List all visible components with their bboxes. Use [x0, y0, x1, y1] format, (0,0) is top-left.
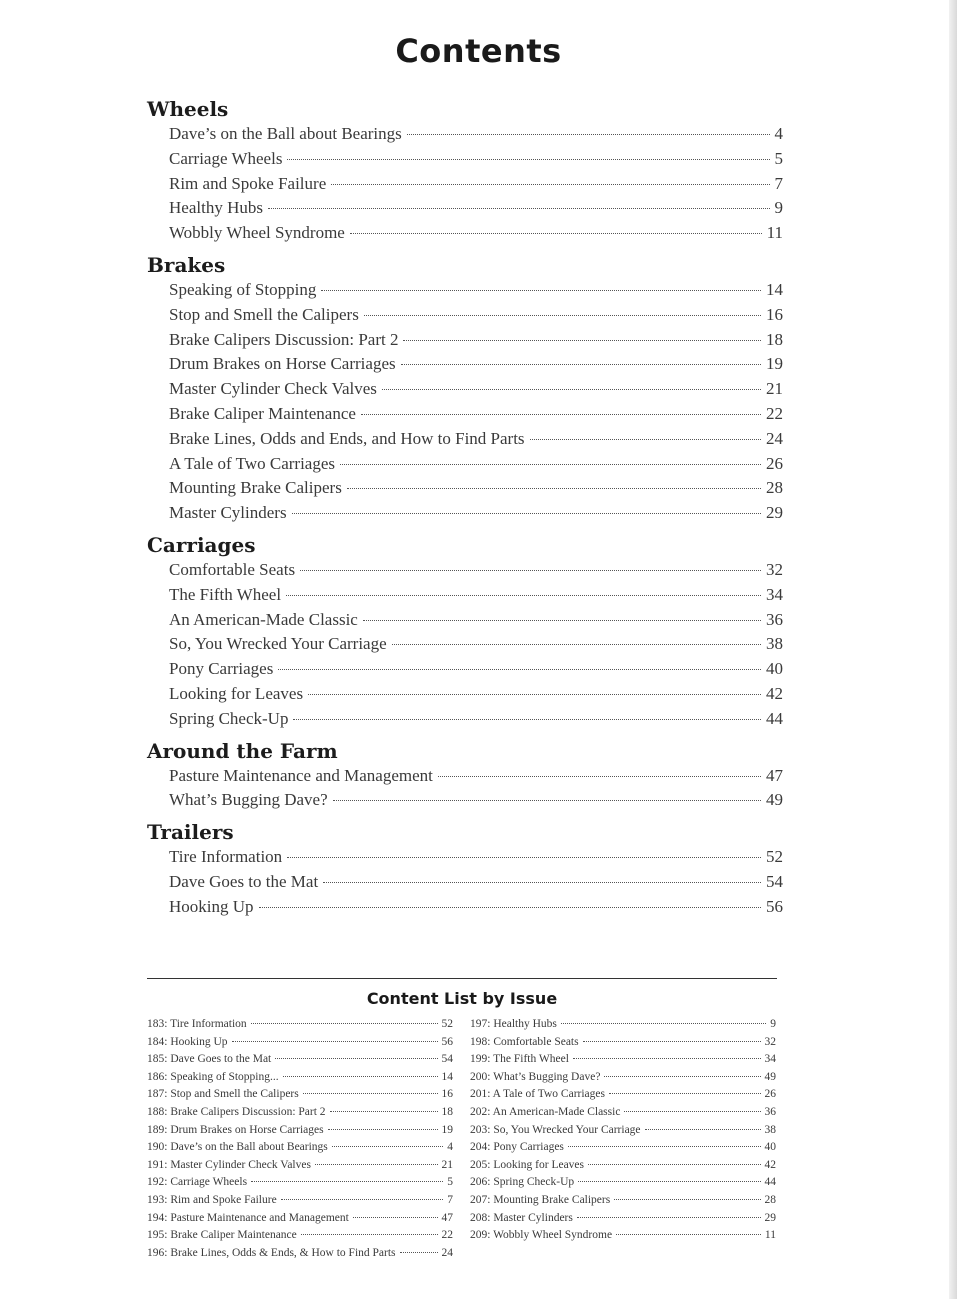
toc-entry-page: 21 — [766, 379, 783, 399]
dot-leader — [568, 1146, 761, 1147]
issue-entry-label: 197: Healthy Hubs — [470, 1018, 557, 1030]
dot-leader — [645, 1129, 761, 1130]
issue-entry[interactable] — [147, 1124, 453, 1142]
dot-leader — [361, 414, 761, 415]
dot-leader — [400, 1252, 438, 1253]
issue-entry[interactable] — [470, 1176, 776, 1194]
dot-leader — [286, 595, 761, 596]
issue-entry-page: 54 — [441, 1053, 453, 1066]
issue-entry[interactable] — [147, 1229, 453, 1247]
dot-leader — [350, 233, 762, 234]
toc-entry-title: Looking for Leaves — [169, 683, 304, 703]
section-heading: Brakes — [147, 252, 226, 277]
dot-leader — [403, 340, 761, 341]
toc-entry-title: A Tale of Two Carriages — [169, 453, 336, 473]
issue-entry[interactable] — [147, 1247, 453, 1265]
dot-leader — [333, 800, 761, 801]
issue-entry-page: 32 — [764, 1035, 776, 1048]
toc-entry[interactable] — [147, 585, 787, 610]
toc-entry-title: Healthy Hubs — [169, 198, 263, 218]
dot-leader — [278, 669, 761, 670]
toc-entry[interactable] — [147, 305, 787, 330]
issue-entry-page: 52 — [441, 1018, 453, 1030]
toc-entry[interactable] — [147, 454, 787, 479]
issue-entry[interactable] — [147, 1194, 453, 1212]
toc-entry-title: Hooking Up — [169, 896, 254, 916]
dot-leader — [583, 1041, 761, 1042]
toc-entry-page: 29 — [766, 503, 783, 523]
toc-entry-page: 24 — [766, 428, 783, 448]
toc-entry-page: 34 — [766, 584, 783, 604]
section-heading: Around the Farm — [147, 738, 338, 763]
dot-leader — [616, 1234, 761, 1235]
toc-entry-page: 7 — [774, 173, 783, 193]
toc-entry-page: 4 — [774, 124, 783, 143]
issue-entry-page: 28 — [764, 1193, 776, 1206]
issue-entry-page: 4 — [447, 1141, 453, 1154]
issue-entry-label: 193: Rim and Spoke Failure — [147, 1193, 277, 1206]
dot-leader — [281, 1199, 444, 1200]
toc-entry-title: Master Cylinders — [169, 503, 287, 523]
toc-entry-page: 26 — [766, 453, 783, 473]
dot-leader — [301, 1234, 438, 1235]
toc-entry-page: 5 — [774, 148, 783, 168]
toc-entry-page: 44 — [766, 708, 783, 728]
toc-entry-title: Drum Brakes on Horse Carriages — [169, 354, 396, 374]
issue-entry-label: 191: Master Cylinder Check Valves — [147, 1158, 311, 1171]
issue-entry-page: 40 — [764, 1141, 776, 1154]
issue-entry-label: 196: Brake Lines, Odds & Ends, & How to Find Parts — [147, 1246, 396, 1259]
toc-entry[interactable] — [147, 478, 787, 503]
toc-entry[interactable] — [147, 709, 787, 734]
toc-entry-page: 56 — [766, 896, 783, 916]
dot-leader — [604, 1076, 760, 1077]
toc-entry-page: 42 — [766, 683, 783, 703]
section-heading: Wheels — [147, 97, 229, 121]
issue-list-title: Content List by Issue — [366, 989, 558, 1008]
issue-entry-label: 202: An American-Made Classic — [470, 1105, 621, 1118]
dot-leader — [300, 570, 761, 571]
issue-entry-label: 209: Wobbly Wheel Syndrome — [470, 1229, 613, 1242]
issue-entry-page: 9 — [770, 1018, 776, 1030]
table-of-contents — [147, 94, 787, 922]
dot-leader — [287, 159, 769, 160]
toc-entry-page: 14 — [766, 279, 783, 299]
toc-entry[interactable] — [147, 124, 787, 149]
issue-entry-label: 203: So, You Wrecked Your Carriage — [470, 1123, 641, 1136]
toc-entry-title: Pony Carriages — [169, 659, 274, 679]
toc-entry-title: Spring Check-Up — [169, 708, 289, 728]
issue-entry-page: 14 — [441, 1070, 453, 1083]
page-edge-shadow — [949, 0, 957, 1299]
issue-entry[interactable] — [470, 1194, 776, 1212]
dot-leader — [283, 1076, 438, 1077]
toc-entry-title: Comfortable Seats — [169, 559, 296, 579]
section-divider — [147, 978, 777, 979]
dot-leader — [259, 907, 761, 908]
dot-leader — [287, 857, 761, 858]
dot-leader — [328, 1129, 438, 1130]
toc-entry-title: What’s Bugging Dave? — [169, 790, 328, 810]
toc-entry[interactable] — [147, 610, 787, 635]
issue-entry-label: 205: Looking for Leaves — [470, 1158, 585, 1171]
dot-leader — [347, 488, 761, 489]
issue-entry[interactable] — [470, 1088, 776, 1106]
toc-entry-title: An American-Made Classic — [169, 609, 358, 629]
toc-entry-page: 18 — [766, 329, 783, 349]
toc-entry[interactable] — [147, 897, 787, 922]
issue-entry-label: 208: Master Cylinders — [470, 1211, 573, 1224]
toc-entry[interactable] — [147, 198, 787, 223]
dot-leader — [340, 464, 761, 465]
issue-entry-page: 24 — [441, 1246, 453, 1259]
toc-entry[interactable] — [147, 174, 787, 199]
section-heading: Trailers — [147, 820, 234, 845]
toc-entry-title: So, You Wrecked Your Carriage — [169, 634, 387, 654]
issue-entry-label: 183: Tire Information — [147, 1018, 247, 1030]
issue-entry[interactable] — [147, 1071, 453, 1089]
dot-leader — [578, 1181, 760, 1182]
issue-entry-label: 204: Pony Carriages — [470, 1141, 564, 1154]
dot-leader — [392, 644, 761, 645]
toc-entry-page: 28 — [766, 478, 783, 498]
issue-entry[interactable] — [470, 1212, 776, 1230]
issue-entry-page: 36 — [764, 1105, 776, 1118]
toc-entry[interactable] — [147, 354, 787, 379]
issue-entry[interactable] — [470, 1053, 776, 1071]
toc-entry-title: Wobbly Wheel Syndrome — [169, 223, 345, 243]
issue-entry-label: 187: Stop and Smell the Calipers — [147, 1088, 299, 1101]
dot-leader — [321, 290, 761, 291]
issue-entry[interactable] — [147, 1053, 453, 1071]
issue-entry-label: 186: Speaking of Stopping... — [147, 1070, 279, 1083]
dot-leader — [353, 1217, 438, 1218]
dot-leader — [308, 694, 761, 695]
page-title: Contents — [395, 32, 562, 70]
toc-entry[interactable] — [147, 149, 787, 174]
issue-entry-page: 38 — [764, 1123, 776, 1136]
toc-entry-title: Tire Information — [169, 847, 283, 867]
issue-entry[interactable] — [470, 1141, 776, 1159]
toc-entry-title: Speaking of Stopping — [169, 279, 317, 299]
toc-entry-page: 54 — [766, 871, 783, 891]
issue-entry-label: 194: Pasture Maintenance and Management — [147, 1211, 349, 1224]
toc-entry[interactable] — [147, 684, 787, 709]
dot-leader — [251, 1023, 438, 1024]
toc-entry-title: Carriage Wheels — [169, 148, 283, 168]
dot-leader — [363, 620, 761, 621]
issue-entry-label: 184: Hooking Up — [147, 1035, 228, 1048]
dot-leader — [438, 776, 761, 777]
issue-entry-label: 198: Comfortable Seats — [470, 1035, 579, 1048]
dot-leader — [364, 315, 761, 316]
dot-leader — [573, 1058, 761, 1059]
toc-entry[interactable] — [147, 847, 787, 872]
toc-entry[interactable] — [147, 560, 787, 585]
dot-leader — [315, 1164, 438, 1165]
toc-entry[interactable] — [147, 872, 787, 897]
issue-list-left-column — [147, 1018, 453, 1264]
toc-entry-page: 47 — [766, 765, 783, 785]
issue-entry[interactable] — [470, 1159, 776, 1177]
toc-entry-page: 36 — [766, 609, 783, 629]
toc-entry[interactable] — [147, 429, 787, 454]
toc-entry-page: 22 — [766, 403, 783, 423]
issue-entry-page: 7 — [447, 1193, 453, 1206]
issue-entry-page: 11 — [764, 1229, 776, 1242]
issue-entry-page: 56 — [441, 1035, 453, 1048]
toc-entry[interactable] — [147, 404, 787, 429]
toc-entry[interactable] — [147, 379, 787, 404]
toc-entry[interactable] — [147, 659, 787, 684]
issue-entry-page: 16 — [441, 1088, 453, 1101]
issue-entry[interactable] — [470, 1018, 776, 1036]
issue-entry-label: 188: Brake Calipers Discussion: Part 2 — [147, 1105, 326, 1118]
toc-entry-title: Stop and Smell the Calipers — [169, 304, 359, 324]
issue-entry-page: 22 — [441, 1229, 453, 1242]
toc-entry-title: Dave’s on the Ball about Bearings — [169, 124, 402, 143]
toc-entry-page: 40 — [766, 659, 783, 679]
dot-leader — [614, 1199, 760, 1200]
issue-entry-page: 49 — [764, 1070, 776, 1083]
dot-leader — [330, 1111, 438, 1112]
issue-entry-page: 21 — [441, 1158, 453, 1171]
issue-entry-page: 19 — [441, 1123, 453, 1136]
issue-entry-page: 44 — [764, 1176, 776, 1189]
toc-entry-title: Mounting Brake Calipers — [169, 478, 342, 498]
issue-entry-page: 42 — [764, 1158, 776, 1171]
toc-entry-page: 49 — [766, 790, 783, 810]
toc-entry[interactable] — [147, 790, 787, 815]
issue-entry[interactable] — [147, 1212, 453, 1230]
toc-entry-page: 19 — [766, 354, 783, 374]
dot-leader — [331, 184, 769, 185]
issue-entry-label: 199: The Fifth Wheel — [470, 1053, 569, 1066]
toc-entry-page: 16 — [766, 304, 783, 324]
dot-leader — [530, 439, 761, 440]
dot-leader — [293, 719, 761, 720]
issue-entry[interactable] — [470, 1036, 776, 1054]
issue-entry[interactable] — [147, 1159, 453, 1177]
toc-entry-title: Pasture Maintenance and Management — [169, 765, 433, 785]
toc-entry-title: Rim and Spoke Failure — [169, 173, 327, 193]
issue-entry-label: 185: Dave Goes to the Mat — [147, 1053, 272, 1066]
toc-entry-title: The Fifth Wheel — [169, 584, 282, 604]
issue-entry[interactable] — [147, 1176, 453, 1194]
issue-list-right-column — [470, 1018, 776, 1247]
issue-entry[interactable] — [470, 1071, 776, 1089]
dot-leader — [401, 364, 761, 365]
dot-leader — [268, 208, 770, 209]
toc-entry-page: 38 — [766, 634, 783, 654]
dot-leader — [292, 513, 761, 514]
toc-entry[interactable] — [147, 330, 787, 355]
issue-entry-label: 190: Dave’s on the Ball about Bearings — [147, 1141, 328, 1154]
issue-entry-label: 195: Brake Caliper Maintenance — [147, 1229, 297, 1242]
issue-entry-page: 18 — [441, 1105, 453, 1118]
toc-entry-title: Master Cylinder Check Valves — [169, 379, 377, 399]
issue-entry-label: 206: Spring Check-Up — [470, 1176, 575, 1189]
dot-leader — [332, 1146, 443, 1147]
dot-leader — [232, 1041, 438, 1042]
issue-entry-page: 5 — [447, 1176, 453, 1189]
issue-entry-label: 201: A Tale of Two Carriages — [470, 1088, 605, 1101]
dot-leader — [382, 389, 761, 390]
toc-entry-page: 52 — [766, 847, 783, 867]
toc-entry-title: Brake Lines, Odds and Ends, and How to Find Parts — [169, 428, 525, 448]
toc-entry-page: 32 — [766, 559, 783, 579]
issue-entry-label: 207: Mounting Brake Calipers — [470, 1193, 611, 1206]
issue-entry-page: 34 — [764, 1053, 776, 1066]
toc-entry[interactable] — [147, 280, 787, 305]
dot-leader — [588, 1164, 760, 1165]
dot-leader — [609, 1093, 761, 1094]
toc-entry[interactable] — [147, 634, 787, 659]
toc-entry-title: Dave Goes to the Mat — [169, 871, 319, 891]
issue-entry-label: 192: Carriage Wheels — [147, 1176, 248, 1189]
dot-leader — [624, 1111, 760, 1112]
issue-entry-label: 200: What’s Bugging Dave? — [470, 1070, 601, 1083]
dot-leader — [407, 134, 770, 135]
toc-entry[interactable] — [147, 766, 787, 791]
issue-entry[interactable] — [470, 1229, 776, 1247]
toc-entry-page: 11 — [766, 223, 783, 243]
toc-entry-title: Brake Calipers Discussion: Part 2 — [169, 329, 399, 349]
toc-entry[interactable] — [147, 223, 787, 248]
section-heading: Carriages — [147, 532, 256, 557]
dot-leader — [275, 1058, 437, 1059]
issue-entry-page: 26 — [764, 1088, 776, 1101]
issue-entry[interactable] — [147, 1018, 453, 1036]
issue-entry[interactable] — [147, 1141, 453, 1159]
issue-entry-label: 189: Drum Brakes on Horse Carriages — [147, 1123, 324, 1136]
issue-entry[interactable] — [470, 1106, 776, 1124]
issue-entry[interactable] — [147, 1106, 453, 1124]
dot-leader — [577, 1217, 761, 1218]
issue-entry[interactable] — [147, 1036, 453, 1054]
dot-leader — [323, 882, 761, 883]
dot-leader — [251, 1181, 443, 1182]
dot-leader — [561, 1023, 766, 1024]
toc-entry[interactable] — [147, 503, 787, 528]
issue-entry-page: 47 — [441, 1211, 453, 1224]
toc-entry-page: 9 — [774, 198, 783, 218]
toc-entry-title: Brake Caliper Maintenance — [169, 403, 356, 423]
issue-entry[interactable] — [147, 1088, 453, 1106]
dot-leader — [303, 1093, 438, 1094]
issue-entry-page: 29 — [764, 1211, 776, 1224]
issue-entry[interactable] — [470, 1124, 776, 1142]
